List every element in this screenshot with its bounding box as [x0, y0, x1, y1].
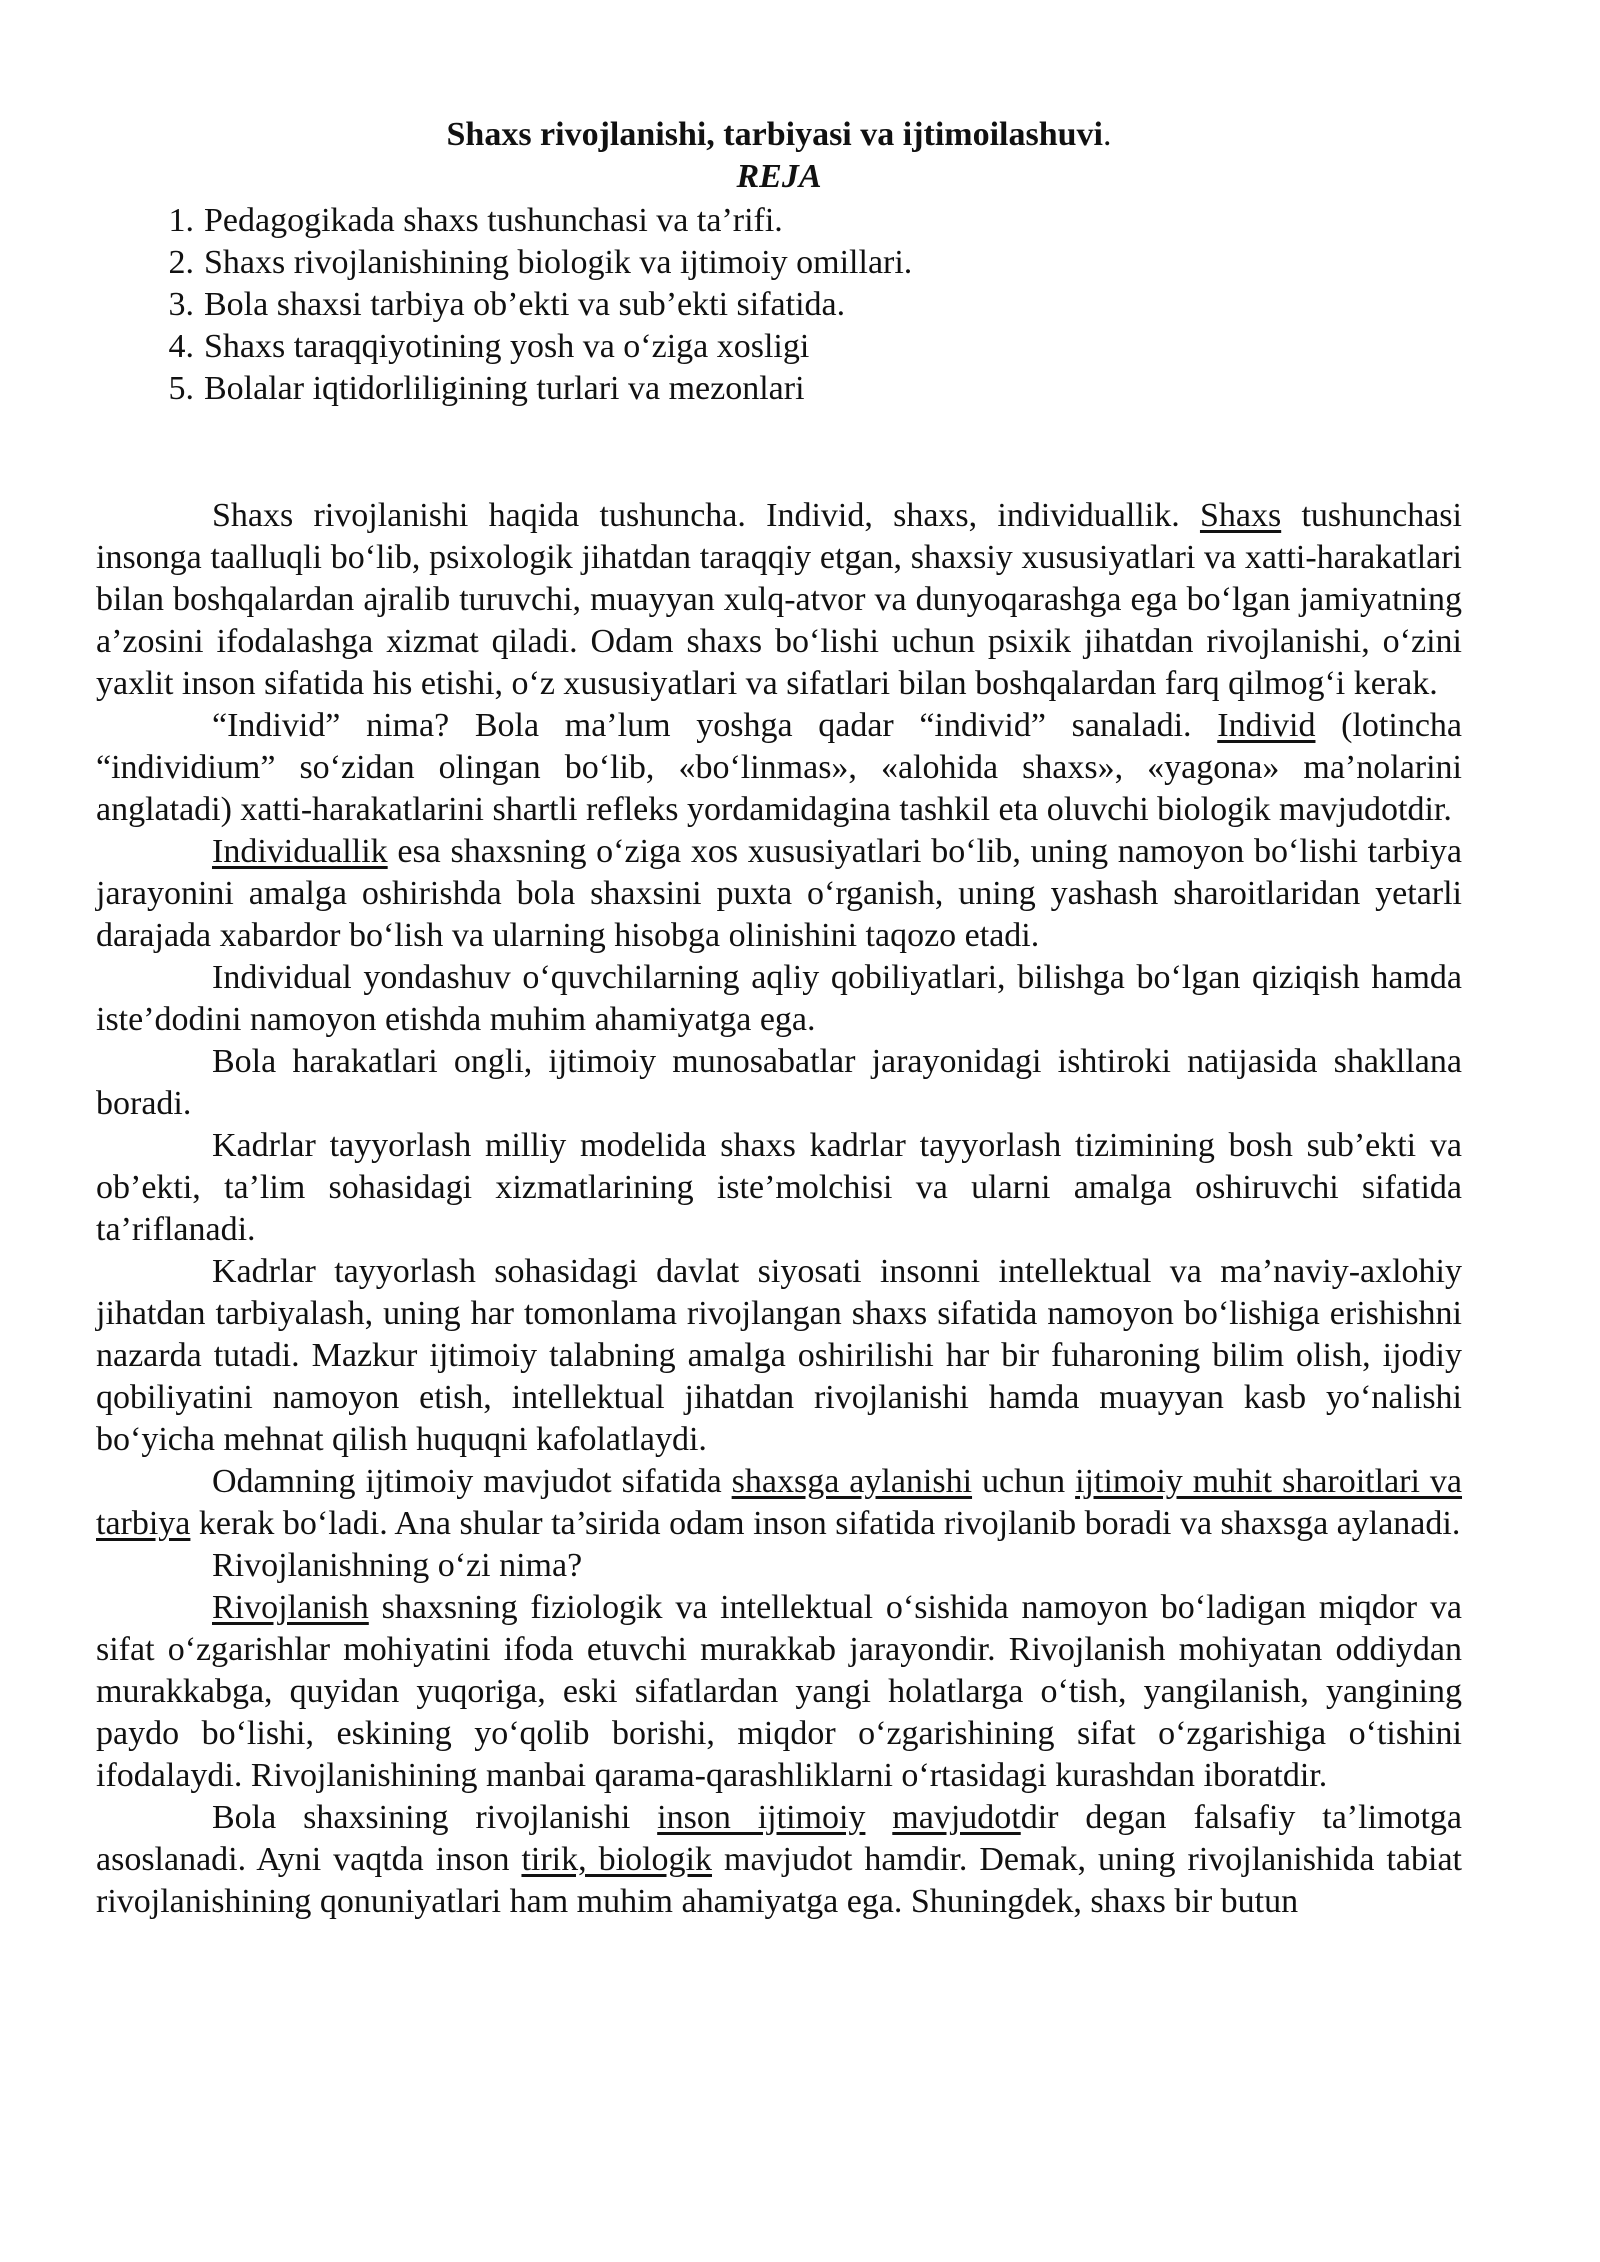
plan-item — [138, 326, 1338, 368]
paragraph-text: esa shaxsning o‘ziga xos xususiyatlari bo‘lib, uning namoyon bo‘lishi tarbiya jarayonini amalga oshirishda bola shaxsini puxta o‘rganish, uning yashash sharoitlaridan yetarli darajada xabardor bo‘lish va ularning hisobga olinishini taqozo etadi. — [96, 833, 1462, 954]
title-text: Shaxs rivojlanishi, tarbiyasi va ijtimoilashuvi — [446, 116, 1103, 153]
underlined-term: ijtimoiy muhit sharoitlari va tarbiya — [96, 1463, 1463, 1542]
body-paragraph — [96, 1797, 1462, 1923]
paragraph-text: kerak bo‘ladi. Ana shular ta’sirida odam inson sifatida rivojlanib boradi va shaxsga aylanadi. — [190, 1505, 1461, 1542]
underlined-term: Rivojlanish — [212, 1589, 369, 1626]
paragraph-text: shaxsning fiziologik va intellektual o‘sishida namoyon bo‘ladigan miqdor va sifat o‘zgarishlar mohiyatini ifoda etuvchi murakkab jarayondir. Rivojlanish mohiyatan oddiydan murakkabga, quyidan yuqoriga, eski sifatlardan yangi holatlarga o‘tish, yangilanish, yangining paydo bo‘lishi, eskining yo‘qolib borishi, miqdor o‘zgarishining sifat o‘zgarishiga o‘tishini ifodalaydi. Rivojlanishining manbai qarama-qarashliklarni o‘rtasidagi kurashdan iboratdir. — [96, 1589, 1462, 1794]
underlined-term: mavjudot — [892, 1799, 1021, 1836]
paragraph-text: (lotincha “individium” so‘zidan olingan bo‘lib, «bo‘linmas», «alohida shaxs», «yagona» ma’nolarini anglatadi) xatti-harakatlarini shartli refleks yordamidagina tashkil eta oluvchi biologik mavjudotdir. — [96, 707, 1463, 828]
plan-item-number: 5. — [168, 370, 194, 407]
plan-item — [138, 200, 1338, 242]
underlined-term: inson ijtimoiy — [657, 1799, 866, 1836]
plan-heading: REJA — [736, 158, 822, 195]
underlined-term: shaxsga aylanishi — [731, 1463, 973, 1500]
body-paragraph — [96, 1461, 1462, 1545]
paragraph-text: “Individ” nima? Bola ma’lum yoshga qadar “individ” sanaladi. — [212, 707, 1218, 744]
body-paragraph — [96, 831, 1462, 957]
plan-list — [138, 200, 1338, 410]
body-paragraph — [96, 1587, 1462, 1797]
plan-item-text: Bola shaxsi tarbiya ob’ekti va sub’ekti sifatida. — [204, 286, 846, 323]
plan-item-number: 1. — [168, 202, 194, 239]
body-paragraph — [96, 1125, 1462, 1251]
plan-item — [138, 242, 1338, 284]
plan-item-number: 3. — [168, 286, 194, 323]
paragraph-text: Bola shaxsining rivojlanishi — [212, 1799, 658, 1836]
paragraph-text: Kadrlar tayyorlash sohasidagi davlat siyosati insonni intellektual va ma’naviy-axlohiy jihatdan tarbiyalash, uning har tomonlama rivojlangan shaxs sifatida namoyon bo‘lishiga erishishni nazarda tutadi. Mazkur ijtimoiy talabning amalga oshirilishi har bir fuharoning bilim olish, ijodiy qobiliyatini namoyon etish, intellektual jihatdan rivojlanishi hamda muayyan kasb yo‘nalishi bo‘yicha mehnat qilish huquqni kafolatlaydi. — [96, 1253, 1462, 1458]
body-paragraph — [96, 957, 1462, 1041]
paragraph-text: dir degan falsafiy ta’limotga asoslanadi. Ayni vaqtda inson — [96, 1799, 1463, 1878]
plan-item-text: Shaxs taraqqiyotining yosh va o‘ziga xosligi — [204, 328, 810, 365]
plan-item-text: Shaxs rivojlanishining biologik va ijtimoiy omillari. — [204, 244, 913, 281]
plan-item-text: Pedagogikada shaxs tushunchasi va ta’rifi. — [204, 202, 783, 239]
underlined-term: Individ — [1217, 707, 1316, 744]
body-text — [96, 495, 1462, 1923]
underlined-term: Shaxs — [1199, 497, 1282, 534]
underlined-term: Individuallik — [212, 833, 388, 870]
body-paragraph — [96, 495, 1462, 705]
body-paragraph — [96, 1545, 1462, 1587]
paragraph-text: mavjudot hamdir. Demak, uning rivojlanishida tabiat rivojlanishining qonuniyatlari ham muhim ahamiyatga ega. Shuningdek, shaxs bir butun — [96, 1841, 1463, 1920]
title-period: . — [1103, 116, 1112, 153]
plan-item-text: Bolalar iqtidorliligining turlari va mezonlari — [204, 370, 805, 407]
paragraph-text — [865, 1799, 892, 1836]
body-paragraph — [96, 1251, 1462, 1461]
body-paragraph — [96, 705, 1462, 831]
paragraph-text: Rivojlanishning o‘zi nima? — [212, 1547, 583, 1584]
plan-item — [138, 368, 1338, 410]
paragraph-text: Bola harakatlari ongli, ijtimoiy munosabatlar jarayonidagi ishtiroki natijasida shakllana boradi. — [96, 1043, 1462, 1122]
plan-item-number: 2. — [168, 244, 194, 281]
underlined-term: tirik, biologik — [521, 1841, 712, 1878]
paragraph-text: Kadrlar tayyorlash milliy modelida shaxs kadrlar tayyorlash tizimining bosh sub’ekti va ob’ekti, ta’lim sohasidagi xizmatlarining iste’molchisi va ularni amalga oshiruvchi sifatida ta’riflanadi. — [96, 1127, 1462, 1248]
plan-item-number: 4. — [168, 328, 194, 365]
page-title — [96, 114, 1462, 156]
body-paragraph — [96, 1041, 1462, 1125]
paragraph-text: Individual yondashuv o‘quvchilarning aqliy qobiliyatlari, bilishga bo‘lgan qiziqish hamda iste’dodini namoyon etishda muhim ahamiyatga ega. — [96, 959, 1462, 1038]
paragraph-text: tushunchasi insonga taalluqli bo‘lib, psixologik jihatdan taraqqiy etgan, shaxsiy xususiyatlari va xatti-harakatlari bilan boshqalardan ajralib turuvchi, muayyan xulq-atvor va dunyoqarashga ega bo‘lgan jamiyatning a’zosini ifodalashga xizmat qiladi. Odam shaxs bo‘lishi uchun psixik jihatdan rivojlanishi, o‘zini yaxlit inson sifatida his etishi, o‘z xususiyatlari va sifatlari bilan boshqalardan farq qilmog‘i kerak. — [96, 497, 1462, 702]
paragraph-text: uchun — [972, 1463, 1076, 1500]
paragraph-text: Shaxs rivojlanishi haqida tushuncha. Individ, shaxs, individuallik. — [212, 497, 1200, 534]
paragraph-text: Odamning ijtimoiy mavjudot sifatida — [212, 1463, 732, 1500]
plan-item — [138, 284, 1338, 326]
